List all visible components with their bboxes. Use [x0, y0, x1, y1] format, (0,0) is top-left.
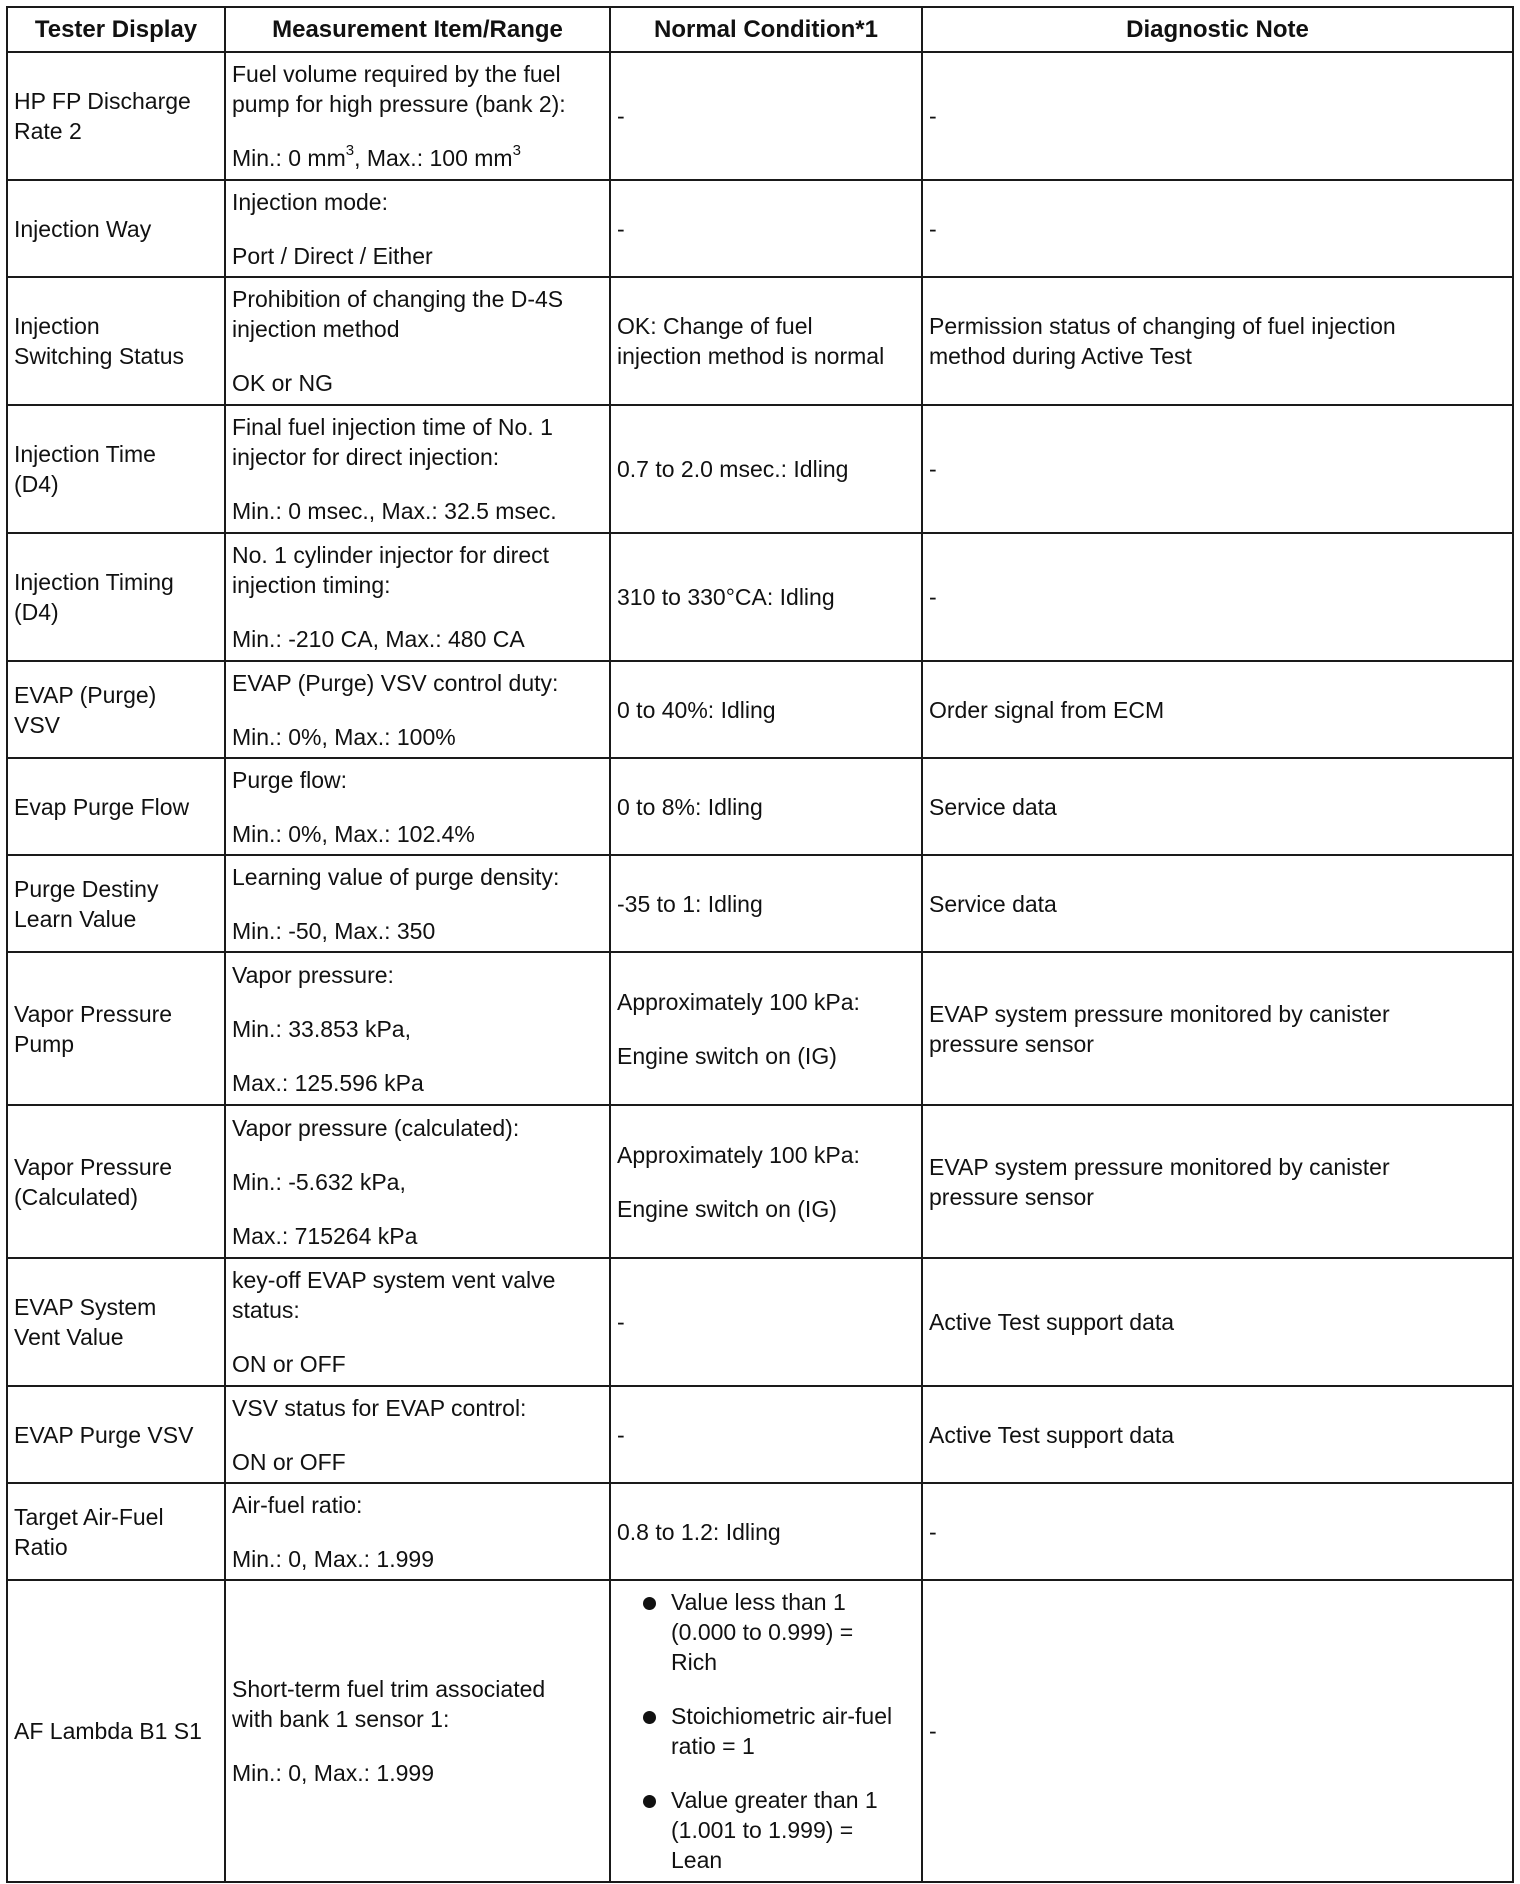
bullet-icon	[643, 1597, 656, 1610]
measurement-cell: Air-fuel ratio: Min.: 0, Max.: 1.999	[225, 1483, 610, 1580]
range-text: Min.: 0 msec., Max.: 32.5 msec.	[232, 498, 557, 524]
normal-condition-cell: -	[610, 1258, 922, 1386]
tester-display-cell: Vapor Pressure Pump	[7, 952, 225, 1105]
tester-display-cell: Purge Destiny Learn Value	[7, 855, 225, 952]
tester-display-cell: EVAP Purge VSV	[7, 1386, 225, 1483]
range-text: OK or NG	[232, 370, 333, 396]
measurement-cell: EVAP (Purge) VSV control duty: Min.: 0%, Max.: 100%	[225, 661, 610, 758]
measurement-cell: Fuel volume required by the fuel pump for high pressure (bank 2): Min.: 0 $mm^3$, Max.: 100 $mm^3$	[225, 52, 610, 180]
tester-display-cell: Vapor Pressure (Calculated)	[7, 1105, 225, 1258]
table-row	[7, 952, 1513, 1105]
bullet-icon	[643, 1795, 656, 1808]
measurement-cell: Purge flow: Min.: 0%, Max.: 102.4%	[225, 758, 610, 855]
diagnostic-note-cell: Active Test support data	[922, 1386, 1513, 1483]
diagnostic-note-cell: Service data	[922, 758, 1513, 855]
table-row	[7, 1386, 1513, 1483]
diagnostic-note-cell: Permission status of changing of fuel injection method during Active Test	[922, 277, 1513, 405]
diagnostic-note-cell: -	[922, 52, 1513, 180]
range-text: Min.: 0%, Max.: 100%	[232, 723, 456, 750]
diagnostic-note-cell: Service data	[922, 855, 1513, 952]
table-row	[7, 277, 1513, 405]
diagnostic-note-cell: -	[922, 533, 1513, 661]
normal-condition-cell: -	[610, 1386, 922, 1483]
diagnostic-note-cell: Active Test support data	[922, 1258, 1513, 1386]
normal-condition-cell: -	[610, 180, 922, 277]
diagnostic-note-cell: -	[922, 1483, 1513, 1580]
normal-condition-cell: 0.8 to 1.2: Idling	[610, 1483, 922, 1580]
tester-display-cell: Target Air-Fuel Ratio	[7, 1483, 225, 1580]
normal-condition-cell: -	[610, 52, 922, 180]
tester-display-cell: Injection Timing (D4)	[7, 533, 225, 661]
list-item: Value less than 1 (0.000 to 0.999) = Rich	[631, 1587, 915, 1677]
measurement-cell: Injection mode: Port / Direct / Either	[225, 180, 610, 277]
normal-condition-cell: 0.7 to 2.0 msec.: Idling	[610, 405, 922, 533]
measurement-cell: VSV status for EVAP control: ON or OFF	[225, 1386, 610, 1483]
measurement-cell: Final fuel injection time of No. 1 injector for direct injection: Min.: 0 msec., Max.: 32.5 msec.	[225, 405, 610, 533]
diagnostic-note-cell: EVAP system pressure monitored by canister pressure sensor	[922, 952, 1513, 1105]
header-row	[7, 7, 1513, 52]
range-min-text: Min.: -5.632 kPa,	[232, 1168, 406, 1195]
diagnostic-data-table	[6, 6, 1514, 1883]
header-diagnostic-note: Diagnostic Note	[922, 7, 1513, 52]
measurement-cell: No. 1 cylinder injector for direct injection timing: Min.: -210 CA, Max.: 480 CA	[225, 533, 610, 661]
normal-condition-cell: -35 to 1: Idling	[610, 855, 922, 952]
condition-bullet-list	[617, 1587, 915, 1875]
table-row	[7, 1258, 1513, 1386]
normal-condition-cell: 0 to 8%: Idling	[610, 758, 922, 855]
range-text: ON or OFF	[232, 1351, 346, 1377]
measurement-cell: Vapor pressure (calculated): Min.: -5.632 kPa, Max.: 715264 kPa	[225, 1105, 610, 1258]
measurement-cell: Vapor pressure: Min.: 33.853 kPa, Max.: 125.596 kPa	[225, 952, 610, 1105]
header-measurement-item: Measurement Item/Range	[225, 7, 610, 52]
tester-display-cell: AF Lambda B1 S1	[7, 1580, 225, 1882]
diagnostic-note-cell: -	[922, 1580, 1513, 1882]
diagnostic-note-cell: -	[922, 405, 1513, 533]
table-row	[7, 855, 1513, 952]
measurement-cell: key-off EVAP system vent valve status: ON or OFF	[225, 1258, 610, 1386]
range-max-text: Max.: 715264 kPa	[232, 1222, 418, 1249]
tester-display-cell: EVAP (Purge) VSV	[7, 661, 225, 758]
header-tester-display: Tester Display	[7, 7, 225, 52]
list-item: Value greater than 1 (1.001 to 1.999) = Lean	[631, 1785, 915, 1875]
diagnostic-note-cell: Order signal from ECM	[922, 661, 1513, 758]
measurement-cell: Learning value of purge density: Min.: -50, Max.: 350	[225, 855, 610, 952]
table-row	[7, 661, 1513, 758]
table-row	[7, 52, 1513, 180]
table-row	[7, 533, 1513, 661]
list-item: Stoichiometric air-fuel ratio = 1	[631, 1701, 915, 1761]
normal-condition-cell: Approximately 100 kPa: Engine switch on (IG)	[610, 1105, 922, 1258]
normal-condition-cell: 310 to 330°CA: Idling	[610, 533, 922, 661]
table-row	[7, 405, 1513, 533]
range-text: Min.: -50, Max.: 350	[232, 917, 436, 944]
range-text: Min.: 0, Max.: 1.999	[232, 1545, 434, 1572]
range-min-text: Min.: 33.853 kPa,	[232, 1015, 411, 1042]
normal-condition-cell: OK: Change of fuel injection method is normal	[610, 277, 922, 405]
table-row	[7, 180, 1513, 277]
diagnostic-note-cell: EVAP system pressure monitored by canister pressure sensor	[922, 1105, 1513, 1258]
range-text: Min.: 0, Max.: 1.999	[232, 1760, 434, 1786]
tester-display-cell: HP FP Discharge Rate 2	[7, 52, 225, 180]
tester-display-cell: Injection Switching Status	[7, 277, 225, 405]
range-text: ON or OFF	[232, 1448, 346, 1475]
bullet-icon	[643, 1711, 656, 1724]
table-row	[7, 758, 1513, 855]
tester-display-cell: EVAP System Vent Value	[7, 1258, 225, 1386]
range-text: Port / Direct / Either	[232, 242, 433, 269]
diagnostic-note-cell: -	[922, 180, 1513, 277]
measurement-cell: Prohibition of changing the D-4S injection method OK or NG	[225, 277, 610, 405]
tester-display-cell: Injection Time (D4)	[7, 405, 225, 533]
range-text: Min.: 0%, Max.: 102.4%	[232, 820, 475, 847]
normal-condition-cell: Approximately 100 kPa: Engine switch on (IG)	[610, 952, 922, 1105]
tester-display-cell: Injection Way	[7, 180, 225, 277]
header-normal-condition: Normal Condition*1	[610, 7, 922, 52]
range-text: Min.: 0 $mm^3$, Max.: 100 $mm^3$	[232, 142, 521, 171]
range-max-text: Max.: 125.596 kPa	[232, 1069, 424, 1096]
range-text: Min.: -210 CA, Max.: 480 CA	[232, 626, 525, 652]
tester-display-cell: Evap Purge Flow	[7, 758, 225, 855]
table-row	[7, 1105, 1513, 1258]
normal-condition-cell	[610, 1580, 922, 1882]
measurement-cell: Short-term fuel trim associated with bank 1 sensor 1: Min.: 0, Max.: 1.999	[225, 1580, 610, 1882]
normal-condition-cell: 0 to 40%: Idling	[610, 661, 922, 758]
table-row	[7, 1580, 1513, 1882]
table-row	[7, 1483, 1513, 1580]
